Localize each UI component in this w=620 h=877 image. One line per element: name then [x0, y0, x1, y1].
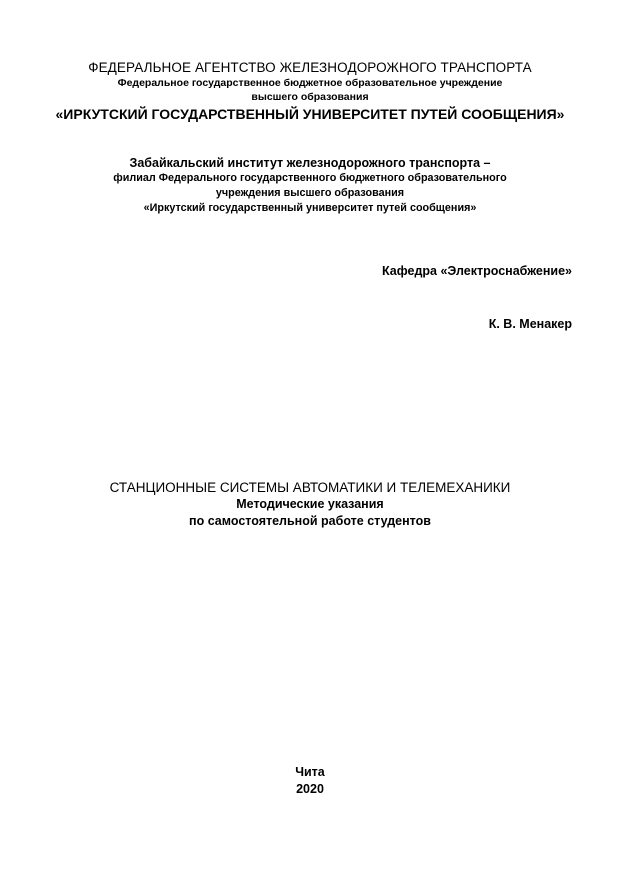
document-subtitle-2: по самостоятельной работе студентов — [189, 514, 431, 528]
author: К. В. Менакер — [488, 317, 572, 331]
agency-heading: ФЕДЕРАЛЬНОЕ АГЕНТСТВО ЖЕЛЕЗНОДОРОЖНОГО ТРАНСПОРТА — [88, 60, 532, 75]
document-subtitle-1: Методические указания — [236, 497, 384, 511]
branch-line-4: «Иркутский государственный университет путей сообщения» — [143, 202, 477, 214]
university-name: «ИРКУТСКИЙ ГОСУДАРСТВЕННЫЙ УНИВЕРСИТЕТ ПУТЕЙ СООБЩЕНИЯ» — [55, 106, 565, 122]
document-title: СТАНЦИОННЫЕ СИСТЕМЫ АВТОМАТИКИ И ТЕЛЕМЕХАНИКИ — [109, 480, 511, 495]
institution-line-1: Федеральное государственное бюджетное образовательное учреждение — [117, 77, 503, 89]
branch-line-2: филиал Федерального государственного бюджетного образовательного — [113, 172, 507, 184]
department: Кафедра «Электроснабжение» — [382, 264, 572, 278]
branch-name: Забайкальский институт железнодорожного транспорта – — [129, 156, 491, 170]
branch-line-3: учреждения высшего образования — [215, 187, 405, 199]
year: 2020 — [296, 782, 324, 796]
city: Чита — [295, 765, 325, 779]
institution-line-2: высшего образования — [251, 91, 369, 103]
